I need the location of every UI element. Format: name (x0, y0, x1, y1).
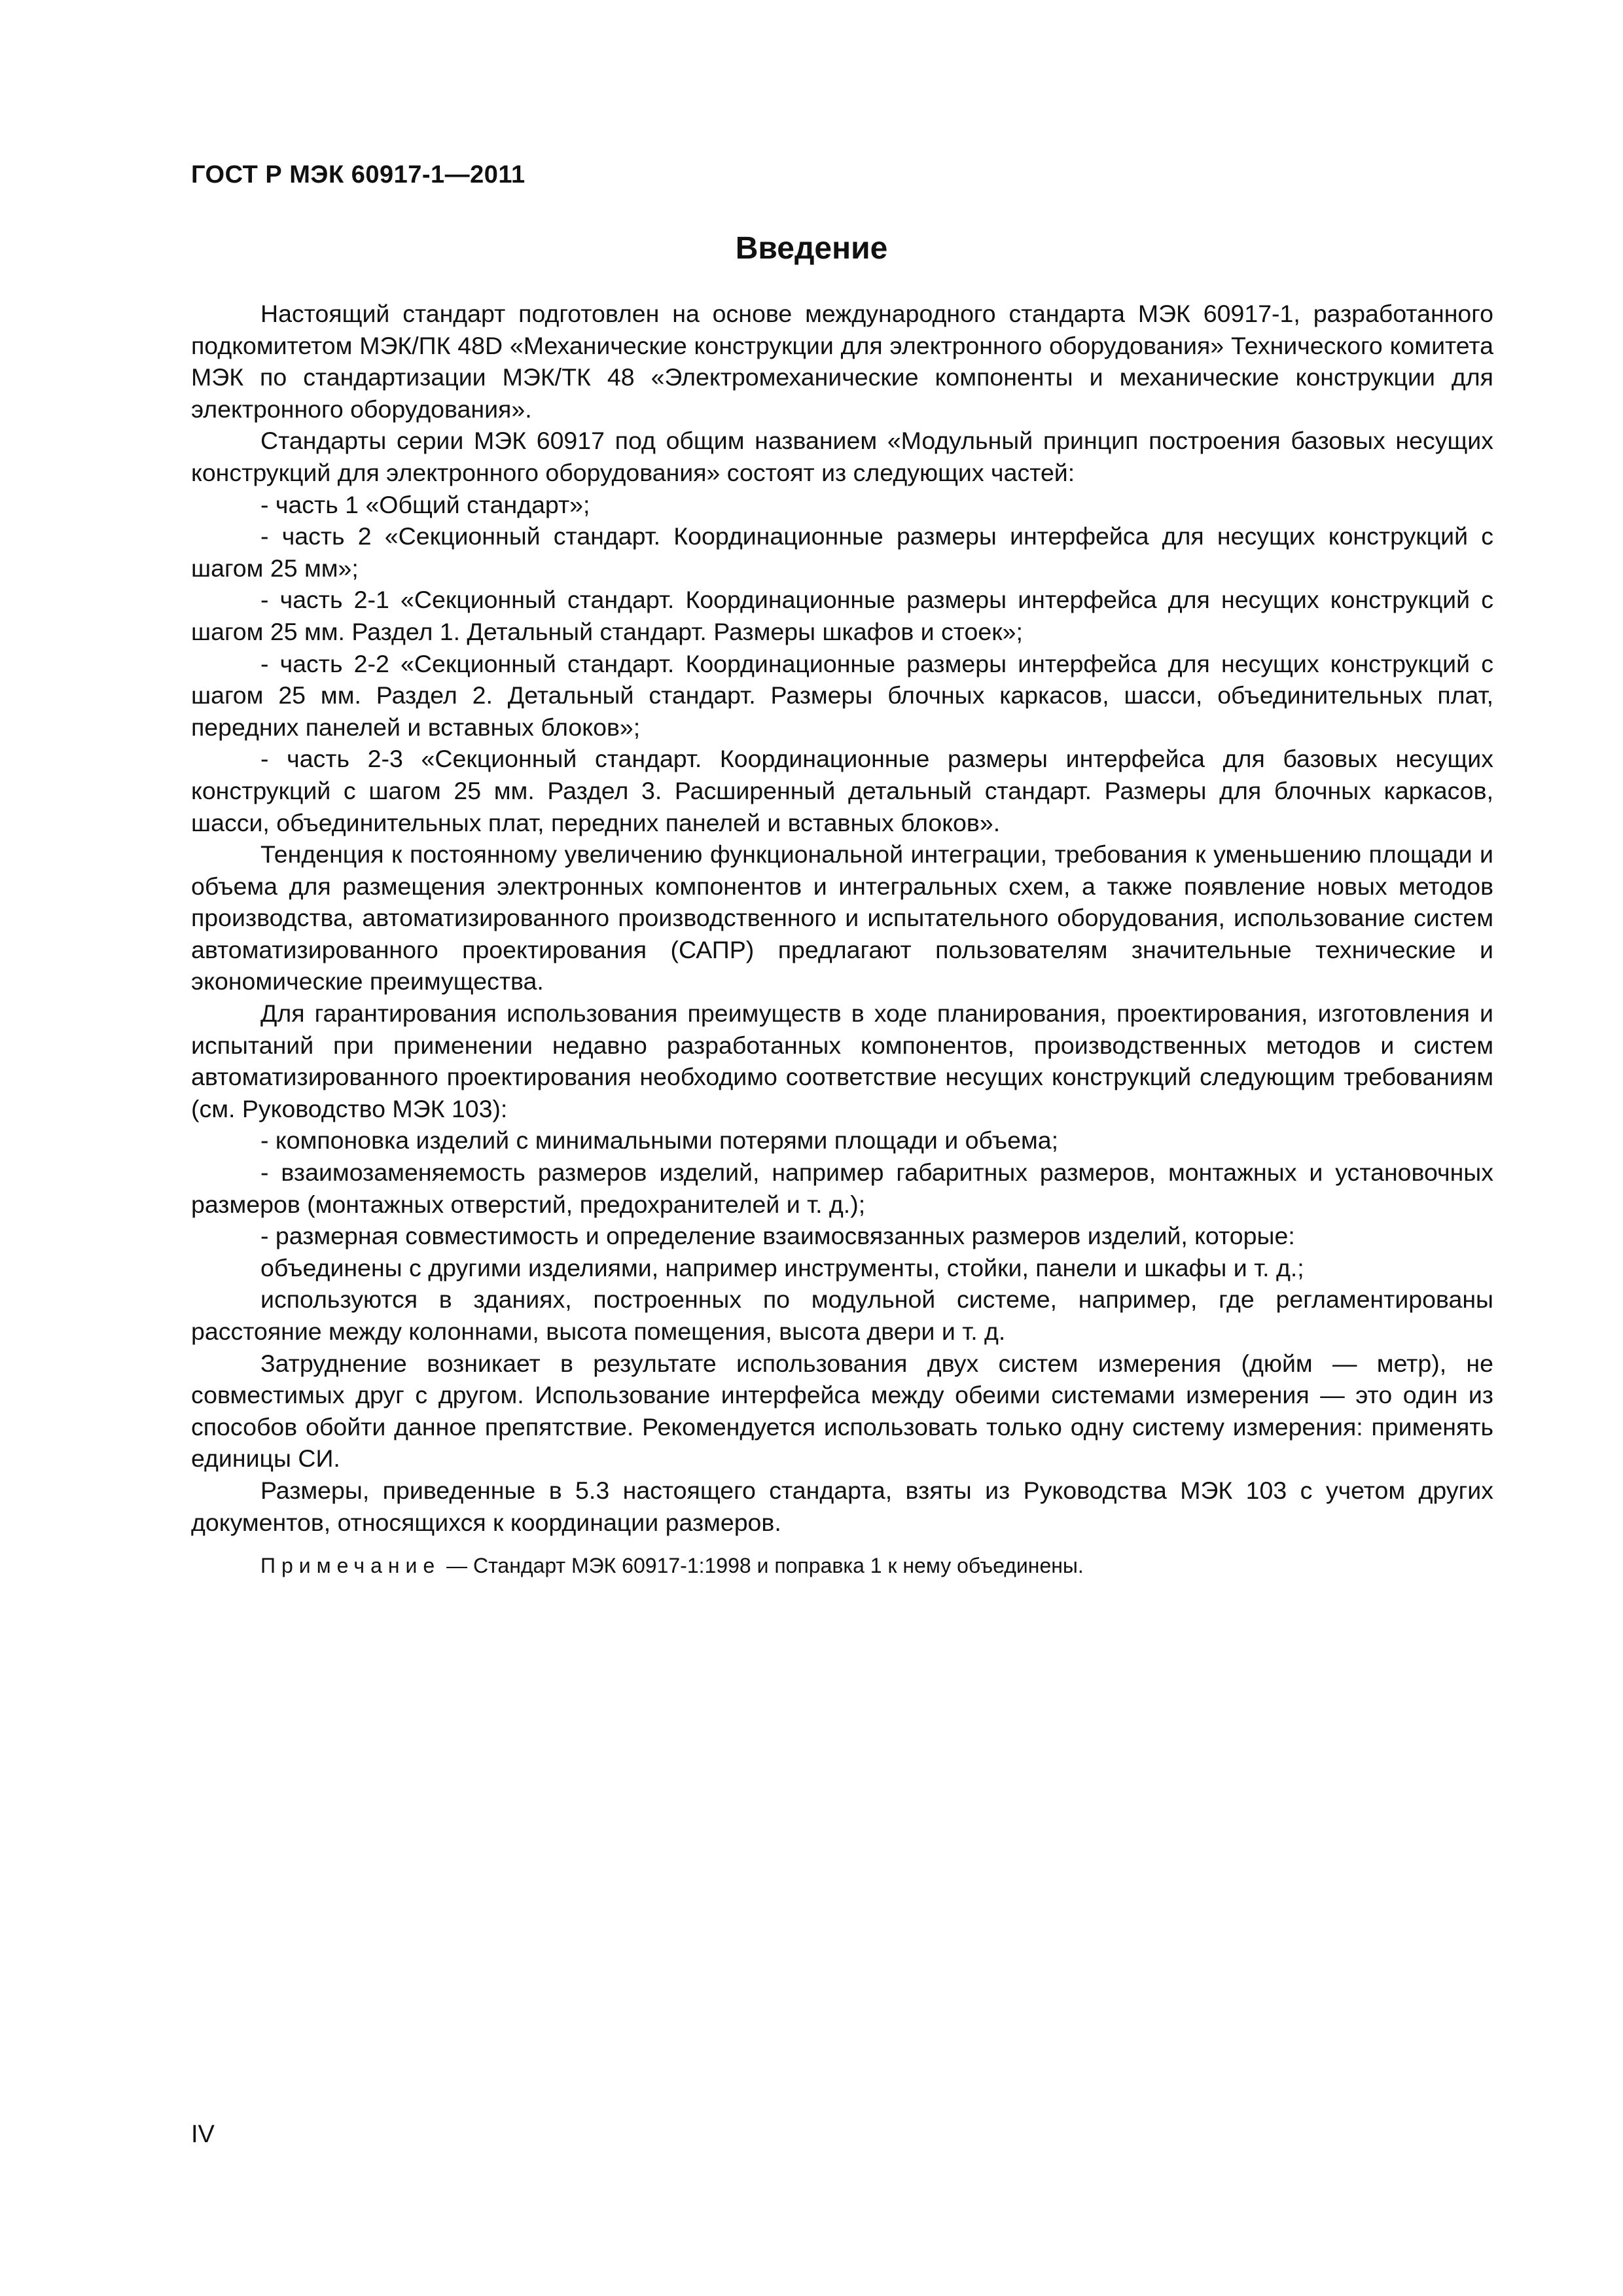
page-number: IV (191, 2121, 215, 2148)
paragraph: Стандарты серии МЭК 60917 под общим названием «Модульный принцип построения базовых несущих конструкций для электронного оборудования» состоят из следующих частей: (191, 427, 1493, 486)
note-text: — Стандарт МЭК 60917-1:1998 и поправка 1 к нему объединены. (440, 1554, 1084, 1578)
paragraph: Для гарантирования использования преимуществ в ходе планирования, проектирования, изготовления и испытаний при применении недавно разработанных компонентов, производственных методов и систем автоматизированного проектирования необходимо соответствие несущих конструкций следующим требованиям (см. Руководство МЭК 103): (191, 999, 1493, 1122)
note-label: Примечание (260, 1554, 441, 1578)
list-item: - часть 2-2 «Секционный стандарт. Координационные размеры интерфейса для несущих конструкций с шагом 25 мм. Раздел 2. Детальный стандарт. Размеры блочных каркасов, шасси, объединительных плат, передних панелей и вставных блоков»; (191, 649, 1493, 741)
list-item: - часть 2-3 «Секционный стандарт. Координационные размеры интерфейса для базовых несущих конструкций с шагом 25 мм. Раздел 3. Расширенный детальный стандарт. Размеры для блочных каркасов, шасси, объединительных плат, передних панелей и вставных блоков». (191, 745, 1493, 836)
list-item: - компоновка изделий с минимальными потерями площади и объема; (260, 1126, 1059, 1155)
paragraph: Настоящий стандарт подготовлен на основе международного стандарта МЭК 60917-1, разработанного подкомитетом МЭК/ПК 48D «Механические конструкции для электронного оборудования» Технического комитета МЭК по стандартизации МЭК/ТК 48 «Электромеханические компоненты и механические конструкции для электронного оборудования». (191, 300, 1493, 423)
list-subitem: используются в зданиях, построенных по модульной системе, например, где регламентированы расстояние между колоннами, высота помещения, высота двери и т. д. (191, 1285, 1493, 1345)
list-item: - часть 2 «Секционный стандарт. Координационные размеры интерфейса для несущих конструкций с шагом 25 мм»; (191, 522, 1493, 582)
list-subitem: объединены с другими изделиями, например инструменты, стойки, панели и шкафы и т. д.; (260, 1253, 1304, 1282)
list-item: - часть 1 «Общий стандарт»; (260, 490, 590, 518)
document-code: ГОСТ Р МЭК 60917-1—2011 (191, 161, 526, 188)
note (191, 1551, 1493, 1580)
paragraph: Затруднение возникает в результате использования двух систем измерения (дюйм — метр), не совместимых друг с другом. Использование интерфейса между обеими системами измерения — это один из способов обойти данное препятствие. Рекомендуется использовать только одну систему измерения: применять единицы СИ. (191, 1349, 1493, 1473)
list-item: - часть 2-1 «Секционный стандарт. Координационные размеры интерфейса для несущих конструкций с шагом 25 мм. Раздел 1. Детальный стандарт. Размеры шкафов и стоек»; (191, 586, 1493, 645)
paragraph: Размеры, приведенные в 5.3 настоящего стандарта, взяты из Руководства МЭК 103 с учетом других документов, относящихся к координации размеров. (191, 1476, 1493, 1536)
section-title: Введение (735, 231, 888, 266)
list-item: - взаимозаменяемость размеров изделий, например габаритных размеров, монтажных и установочных размеров (монтажных отверстий, предохранителей и т. д.); (191, 1158, 1493, 1218)
document-body (191, 298, 1493, 1580)
list-item: - размерная совместимость и определение взаимосвязанных размеров изделий, которые: (260, 1222, 1295, 1250)
paragraph: Тенденция к постоянному увеличению функциональной интеграции, требования к уменьшению площади и объема для размещения электронных компонентов и интегральных схем, а также появление новых методов производства, автоматизированного производственного и испытательного оборудования, использование систем автоматизированного проектирования (САПР) предлагают пользователям значительные технические и экономические преимущества. (191, 840, 1493, 996)
